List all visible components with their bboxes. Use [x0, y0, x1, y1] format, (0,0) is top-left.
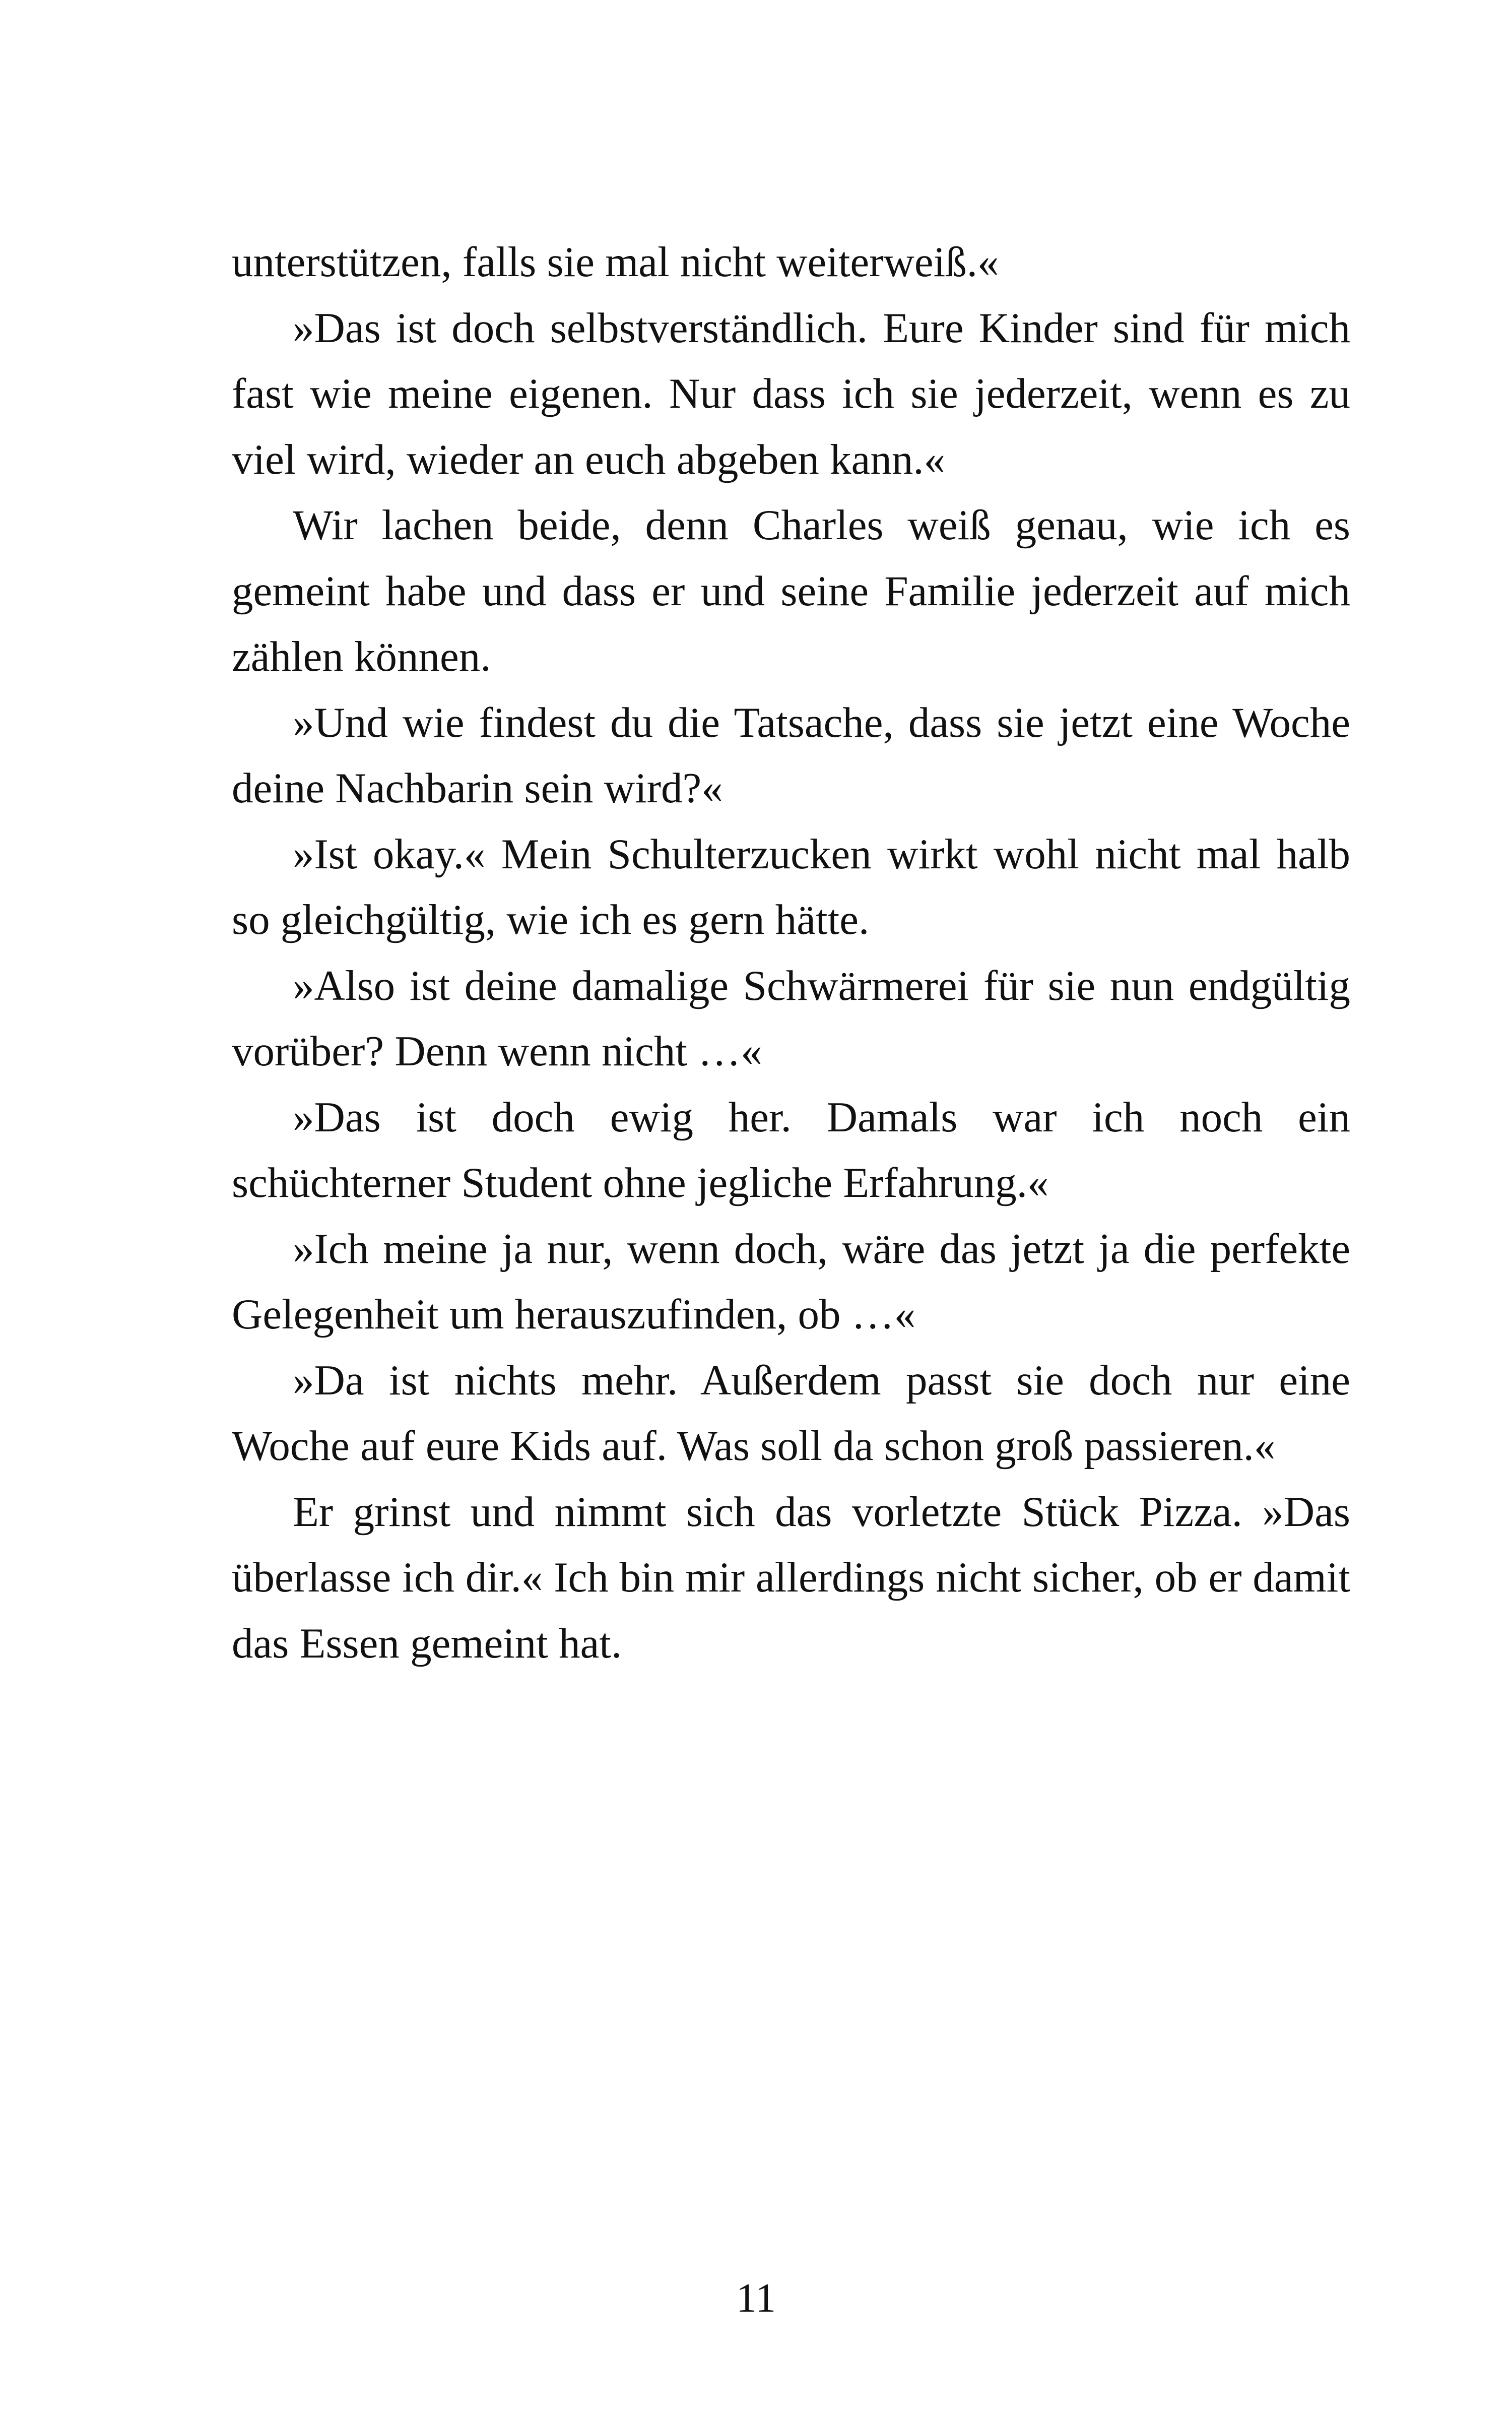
body-text: [232, 229, 1350, 1676]
paragraph: »Und wie findest du die Tatsache, dass sie jetzt eine Woche deine Nachbarin sein wird?«: [232, 698, 1350, 812]
paragraph-continuation: unterstützen, falls sie mal nicht weiterweiß.«: [232, 238, 999, 286]
paragraph: »Das ist doch selbstverständlich. Eure Kinder sind für mich fast wie meine eigenen. Nur dass ich sie jederzeit, wenn es zu viel wird, wieder an euch abgeben kann.«: [232, 304, 1350, 483]
paragraph: Wir lachen beide, denn Charles weiß genau, wie ich es gemeint habe und dass er und seine Familie jederzeit auf mich zählen können.: [232, 501, 1350, 680]
paragraph: »Also ist deine damalige Schwärmerei für sie nun endgültig vorüber? Denn wenn nicht …«: [232, 962, 1350, 1075]
paragraph: »Da ist nichts mehr. Außerdem passt sie doch nur eine Woche auf eure Kids auf. Was soll da schon groß passieren.«: [232, 1356, 1350, 1470]
paragraph: »Ich meine ja nur, wenn doch, wäre das jetzt ja die perfekte Gelegenheit um herauszufinden, ob …«: [232, 1225, 1350, 1338]
paragraph: Er grinst und nimmt sich das vorletzte Stück Pizza. »Das überlasse ich dir.« Ich bin mir allerdings nicht sicher, ob er damit das Essen gemeint hat.: [232, 1488, 1350, 1667]
paragraph: »Das ist doch ewig her. Damals war ich noch ein schüchterner Student ohne jegliche Erfahrung.«: [232, 1093, 1350, 1206]
paragraph: »Ist okay.« Mein Schulterzucken wirkt wohl nicht mal halb so gleichgültig, wie ich es gern hätte.: [232, 830, 1350, 943]
page-number: 11: [736, 2275, 776, 2321]
